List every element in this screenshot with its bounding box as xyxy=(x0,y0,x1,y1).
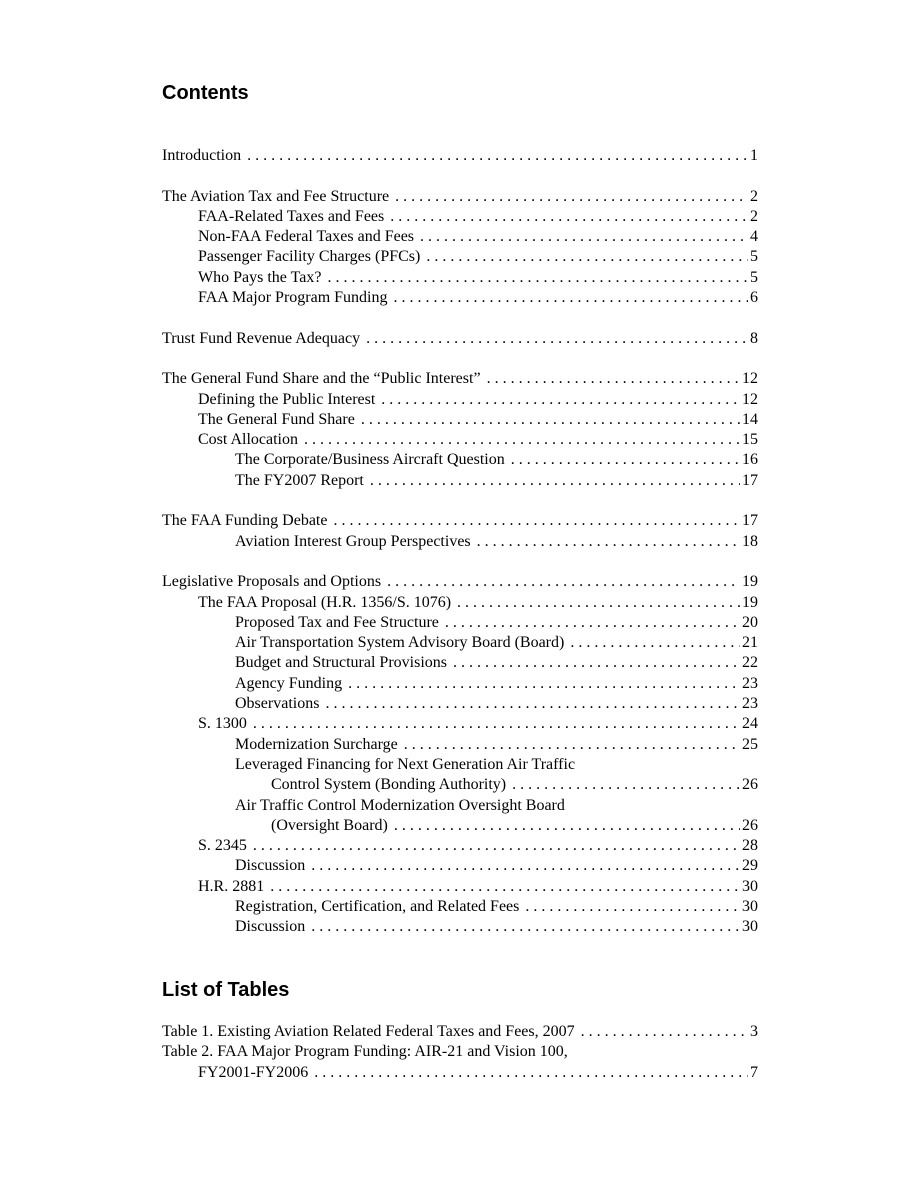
dot-leader xyxy=(311,856,740,876)
toc-entry-title: The General Fund Share and the “Public Interest” xyxy=(162,370,481,388)
toc-entry-title: Table 2. FAA Major Program Funding: AIR-21 and Vision 100, xyxy=(162,1043,568,1061)
toc-entry-title: Budget and Structural Provisions xyxy=(235,654,447,672)
toc-entry[interactable] xyxy=(162,1022,758,1042)
toc-page-number: 23 xyxy=(742,695,758,713)
dot-leader xyxy=(394,816,740,836)
toc-entry-title: H.R. 2881 xyxy=(198,877,265,895)
toc-page-number: 21 xyxy=(742,634,758,652)
toc-page-number: 15 xyxy=(742,431,758,449)
dot-leader xyxy=(511,450,740,470)
toc-entry[interactable] xyxy=(162,755,758,775)
toc-page-number: 30 xyxy=(742,877,758,895)
toc-entry[interactable] xyxy=(162,207,758,227)
toc-page-number: 7 xyxy=(750,1063,758,1081)
toc-entry[interactable] xyxy=(162,877,758,897)
dot-leader xyxy=(420,227,748,247)
toc-entry-title: The FAA Funding Debate xyxy=(162,512,328,530)
dot-leader xyxy=(570,633,740,653)
toc-entry-title: The Aviation Tax and Fee Structure xyxy=(162,187,390,205)
toc-entry-title: Table 1. Existing Aviation Related Federal Taxes and Fees, 2007 xyxy=(162,1023,575,1040)
toc-entry-title: Modernization Surcharge xyxy=(235,735,398,753)
toc-page-number: 3 xyxy=(750,1023,758,1040)
toc-page-number: 30 xyxy=(742,918,758,936)
dot-leader xyxy=(270,877,740,897)
toc-page-number: 1 xyxy=(750,147,758,164)
dot-leader xyxy=(304,430,740,450)
toc-entry-title: Leveraged Financing for Next Generation Air Traffic xyxy=(235,755,576,773)
toc-entry-title: Legislative Proposals and Options xyxy=(162,573,382,591)
toc-entry[interactable] xyxy=(162,593,758,613)
toc-page-number: 16 xyxy=(742,451,758,469)
toc-entry-title: Discussion xyxy=(235,918,306,936)
toc-entry-title: The General Fund Share xyxy=(198,410,355,428)
toc-entry-title: The FAA Proposal (H.R. 1356/S. 1076) xyxy=(198,593,452,611)
toc-entry-title: S. 2345 xyxy=(198,837,247,855)
toc-entry-title: Who Pays the Tax? xyxy=(198,268,322,286)
dot-leader xyxy=(390,207,748,227)
toc-entry[interactable] xyxy=(162,572,758,592)
dot-leader xyxy=(404,735,740,755)
toc-entry-title: FAA Major Program Funding xyxy=(198,289,388,307)
dot-leader xyxy=(253,836,740,856)
toc-entry[interactable] xyxy=(162,633,758,653)
dot-leader xyxy=(314,1063,748,1083)
toc-entry-title: Control System (Bonding Authority) xyxy=(271,776,507,794)
toc-entry-title: Proposed Tax and Fee Structure xyxy=(235,613,439,631)
toc-entry[interactable] xyxy=(162,369,758,389)
dot-leader xyxy=(445,613,740,633)
toc-entry[interactable] xyxy=(162,674,758,694)
toc-page-number: 2 xyxy=(750,187,758,205)
toc-page-number: 8 xyxy=(750,329,758,347)
toc-entry-title: Observations xyxy=(235,695,320,713)
dot-leader xyxy=(581,1022,748,1042)
toc-page-number: 12 xyxy=(742,390,758,408)
toc-entry-title: Trust Fund Revenue Adequacy xyxy=(162,329,361,347)
toc-entry-title: Air Transportation System Advisory Board (Board) xyxy=(235,634,565,652)
toc-entry[interactable] xyxy=(162,613,758,633)
toc-entry[interactable] xyxy=(162,532,758,552)
dot-leader xyxy=(387,572,740,592)
toc-page-number: 17 xyxy=(742,471,758,489)
toc-entry[interactable] xyxy=(162,288,758,308)
dot-leader xyxy=(381,390,740,410)
toc-entry[interactable] xyxy=(162,227,758,247)
toc-entry[interactable] xyxy=(162,897,758,917)
dot-leader xyxy=(366,329,748,349)
toc-entry[interactable] xyxy=(162,268,758,288)
toc-entry[interactable] xyxy=(162,329,758,349)
list-of-tables xyxy=(162,1022,758,1083)
toc-page-number: 26 xyxy=(742,776,758,794)
toc-entry-title: FY2001-FY2006 xyxy=(198,1063,309,1081)
toc-entry-title: Non-FAA Federal Taxes and Fees xyxy=(198,228,415,246)
dot-leader xyxy=(247,146,748,166)
toc-page-number: 6 xyxy=(750,289,758,307)
contents-heading: Contents xyxy=(162,82,249,104)
toc-entry[interactable] xyxy=(162,816,758,836)
toc-page-number: 5 xyxy=(750,248,758,266)
toc-page-number: 18 xyxy=(742,532,758,550)
toc-page-number: 2 xyxy=(750,207,758,225)
toc-page-number: 12 xyxy=(742,370,758,388)
toc-entry-title: Cost Allocation xyxy=(198,431,298,449)
toc-entry[interactable] xyxy=(162,714,758,734)
toc-entry[interactable] xyxy=(162,430,758,450)
toc-page-number: 19 xyxy=(742,593,758,611)
dot-leader xyxy=(477,532,740,552)
dot-leader xyxy=(370,471,740,491)
toc-entry[interactable] xyxy=(162,775,758,795)
dot-leader xyxy=(393,288,748,308)
toc-entry-title: The FY2007 Report xyxy=(235,471,364,489)
dot-leader xyxy=(311,917,740,937)
toc-entry-title: Passenger Facility Charges (PFCs) xyxy=(198,248,421,266)
toc-page-number: 25 xyxy=(742,735,758,753)
toc-page-number: 30 xyxy=(742,897,758,915)
toc-entry[interactable] xyxy=(162,471,758,491)
toc-page-number: 23 xyxy=(742,674,758,692)
toc-entry[interactable] xyxy=(162,187,758,207)
toc-entry-title: Registration, Certification, and Related Fees xyxy=(235,897,520,915)
toc-entry[interactable] xyxy=(162,1063,758,1083)
toc-entry[interactable] xyxy=(162,390,758,410)
toc-entry-title: S. 1300 xyxy=(198,715,247,733)
toc-page-number: 5 xyxy=(750,268,758,286)
table-of-contents xyxy=(162,146,758,938)
toc-entry-title: Introduction xyxy=(162,147,242,164)
toc-entry[interactable] xyxy=(162,836,758,856)
toc-entry[interactable] xyxy=(162,694,758,714)
toc-entry[interactable] xyxy=(162,511,758,531)
toc-page-number: 19 xyxy=(742,573,758,591)
toc-page-number: 14 xyxy=(742,410,758,428)
toc-page-number: 20 xyxy=(742,613,758,631)
toc-entry[interactable] xyxy=(162,247,758,267)
toc-entry-title: Aviation Interest Group Perspectives xyxy=(235,532,471,550)
toc-entry-title: Air Traffic Control Modernization Oversight Board xyxy=(235,796,565,814)
toc-entry[interactable] xyxy=(162,450,758,470)
dot-leader xyxy=(333,511,740,531)
dot-leader xyxy=(325,694,740,714)
toc-entry[interactable] xyxy=(162,146,758,166)
toc-entry[interactable] xyxy=(162,917,758,937)
dot-leader xyxy=(348,674,740,694)
toc-entry-title: The Corporate/Business Aircraft Question xyxy=(235,451,505,469)
toc-entry-title: Agency Funding xyxy=(235,674,343,692)
toc-entry[interactable] xyxy=(162,796,758,816)
toc-page-number: 17 xyxy=(742,512,758,530)
toc-entry[interactable] xyxy=(162,856,758,876)
toc-entry[interactable] xyxy=(162,410,758,430)
toc-page-number: 22 xyxy=(742,654,758,672)
toc-page-number: 29 xyxy=(742,857,758,875)
dot-leader xyxy=(487,369,740,389)
toc-page-number: 28 xyxy=(742,837,758,855)
toc-entry[interactable] xyxy=(162,735,758,755)
dot-leader xyxy=(426,247,748,267)
dot-leader xyxy=(253,714,740,734)
dot-leader xyxy=(361,410,740,430)
toc-entry-title: (Oversight Board) xyxy=(271,816,388,834)
dot-leader xyxy=(453,653,740,673)
toc-entry-title: Discussion xyxy=(235,857,306,875)
toc-page-number: 24 xyxy=(742,715,758,733)
toc-entry-title: FAA-Related Taxes and Fees xyxy=(198,207,385,225)
dot-leader xyxy=(525,897,740,917)
toc-page-number: 4 xyxy=(750,228,758,246)
dot-leader xyxy=(512,775,740,795)
dot-leader xyxy=(395,187,748,207)
dot-leader xyxy=(457,593,740,613)
toc-entry-title: Defining the Public Interest xyxy=(198,390,376,408)
toc-entry[interactable] xyxy=(162,653,758,673)
toc-page-number: 26 xyxy=(742,816,758,834)
toc-entry[interactable] xyxy=(162,1042,758,1062)
dot-leader xyxy=(327,268,748,288)
list-of-tables-heading: List of Tables xyxy=(162,979,290,1001)
